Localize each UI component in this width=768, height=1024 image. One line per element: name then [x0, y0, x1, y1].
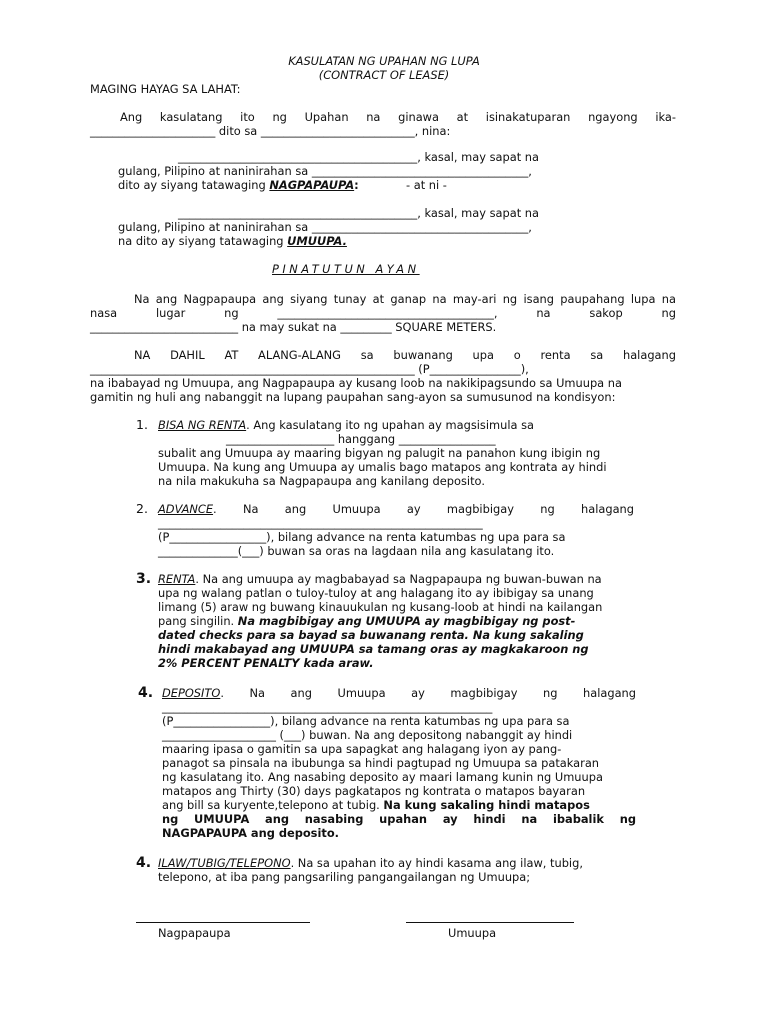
para2-line-3: na ibabayad ng Umuupa, ang Nagpapaupa ay kusang loob na nakikipagsundo sa Umuupa na [90, 376, 622, 390]
party2-status: , kasal, may sapat na [417, 206, 539, 220]
item4-line-8: matapos ang Thirty (30) days pagkatapos ng kontrata o matapos bayaran [162, 784, 586, 798]
party2-role-prefix: na dito ay siyang tatawaging [118, 234, 288, 248]
item5-label: ILAW/TUBIG/TELEPONO [158, 856, 291, 870]
item2-number: 2. [136, 501, 148, 516]
party1-name-line [178, 150, 539, 164]
item4-bold-1: Na kung sakaling hindi matapos [383, 798, 590, 812]
item3-number: 3. [136, 571, 152, 587]
at-ni-separator: - at ni - [406, 178, 447, 192]
item4-line-6: panagot sa pinsala na ibubunga sa hindi pagtupad ng Umuupa sa patakaran [162, 756, 600, 770]
item3-text-end: pang singilin. [158, 614, 238, 628]
signature-line-left [136, 922, 310, 923]
item4-line-9 [162, 798, 590, 812]
item4-label: DEPOSITO [162, 686, 221, 700]
party2-name-blank: __________________________________________ [178, 206, 418, 220]
item5-line-1 [158, 856, 583, 870]
para1-line-2: nasa lugar ng ______________________________________, na sakop ng [90, 306, 676, 320]
item3-line-1 [158, 572, 602, 586]
item3-bold-1: Na magbibigay ang UMUUPA ay magbibigay ng post- [237, 614, 576, 628]
item4-line-3: (P_________________), bilang advance na renta katumbas ng upa para sa [162, 714, 570, 728]
para2-line-4: gamitin ng huli ang nabanggit na lupang paupahan sang-ayon sa sumusunod na kondisyon: [90, 390, 616, 404]
signature-label-umuupa: Umuupa [448, 926, 497, 940]
item4-line-2: __________________________________________________________ [162, 700, 493, 714]
item1-line-1 [158, 418, 534, 432]
para1-line-1: Na ang Nagpapaupa ang siyang tunay at ganap na may-ari ng isang paupahang lupa na [134, 292, 676, 306]
item4-number: 4. [138, 685, 154, 701]
item4-bold-3: NAGPAPAUPA ang deposito. [162, 826, 339, 840]
party1-name-blank: __________________________________________ [178, 150, 418, 164]
party1-role-prefix: dito ay siyang tatawaging [118, 178, 270, 192]
party1-role-line [118, 178, 359, 192]
item2-label: ADVANCE [158, 502, 214, 516]
item4-text-end: ang bill sa kuryente,telepono at tubig. [162, 798, 384, 812]
item2-line-2: _________________________________________________________ [158, 516, 483, 530]
para2-line-1: NA DAHIL AT ALANG-ALANG sa buwanang upa o renta sa halagang [134, 348, 676, 362]
item1-line-2: ___________________ hanggang _________________ [226, 432, 496, 446]
item3-line-3: limang (5) araw ng buwang kinauukulan ng kusang-loob at hindi na kailangan [158, 600, 603, 614]
item4-line-7: ng kasulatang ito. Ang nasabing deposito ay maari lamang kunin ng Umuupa [162, 770, 603, 784]
item2-line-3: (P_________________), bilang advance na renta katumbas ng upa para sa [158, 530, 566, 544]
item3-label: RENTA [158, 572, 196, 586]
item1-line-3: subalit ang Umuupa ay maaring bigyan ng palugit na panahon kung ibigin ng [158, 446, 601, 460]
party1-status: , kasal, may sapat na [417, 150, 539, 164]
item4-bold-2: ng UMUUPA ang nasabing upahan ay hindi na ibabalik ng [162, 812, 636, 826]
document-subtitle: (CONTRACT OF LEASE) [318, 68, 450, 82]
item4-line-1 [162, 686, 636, 700]
section-heading: PINATUTUN AYAN [272, 262, 420, 276]
item3-bold-4: 2% PERCENT PENALTY kada araw. [158, 656, 374, 670]
item5-text: . Na sa upahan ito ay hindi kasama ang ilaw, tubig, [290, 856, 583, 870]
item2-line-1 [158, 502, 634, 516]
item3-line-2: upa ng walang patlan o tuloy-tuloy at ang halagang ito ay ibibigay sa unang [158, 586, 594, 600]
party2-address-line: gulang, Pilipino at naninirahan sa ______________________________________, [118, 220, 532, 234]
item5-line-2: telepono, at iba pang pangsariling pangangailangan ng Umuupa; [158, 870, 531, 884]
signature-label-nagpapaupa: Nagpapaupa [158, 926, 231, 940]
item3-text: . Na ang umuupa ay magbabayad sa Nagpapaupa ng buwan-buwan na [195, 572, 602, 586]
item3-line-4 [158, 614, 575, 628]
para2-line-2: _________________________________________________________ (P________________), [90, 362, 529, 376]
item1-number: 1. [136, 417, 148, 432]
item3-bold-3: hindi makabayad ang UMUUPA sa tamang oras ay magkakaroon ng [158, 642, 589, 656]
party1-role-colon: : [354, 178, 359, 192]
item4-text: . Na ang Umuupa ay magbibigay ng halagang [220, 686, 636, 700]
intro-line-1: Ang kasulatang ito ng Upahan na ginawa at isinakatuparan ngayong ika- [120, 110, 676, 124]
item4-line-4: ____________________ (___) buwan. Na ang depositong nabanggit ay hindi [162, 728, 573, 742]
party1-address-line: gulang, Pilipino at naninirahan sa ______________________________________, [118, 164, 532, 178]
item2-text: . Na ang Umuupa ay magbibigay ng halagang [213, 502, 634, 516]
document-title: KASULATAN NG UPAHAN NG LUPA [288, 54, 480, 68]
party2-role: UMUUPA. [287, 234, 347, 248]
item5-number: 4. [136, 855, 152, 871]
party2-name-line [178, 206, 539, 220]
item1-label: BISA NG RENTA [158, 418, 247, 432]
party2-role-line [118, 234, 347, 248]
para1-line-3: __________________________ na may sukat na _________ SQUARE METERS. [90, 320, 497, 334]
item2-line-4: ______________(___) buwan sa oras na lagdaan nila ang kasulatang ito. [158, 544, 555, 558]
item1-text: . Ang kasulatang ito ng upahan ay magsisimula sa [246, 418, 535, 432]
intro-line-2: ______________________ dito sa ___________________________, nina: [90, 124, 451, 138]
maging-hayag: MAGING HAYAG SA LAHAT: [90, 82, 241, 96]
item1-line-4: Umuupa. Na kung ang Umuupa ay umalis bago matapos ang kontrata ay hindi [158, 460, 607, 474]
item3-bold-2: dated checks para sa bayad sa buwanang renta. Na kung sakaling [158, 628, 584, 642]
item1-line-5: na nila makukuha sa Nagpapaupa ang kanilang deposito. [158, 474, 485, 488]
signature-line-right [406, 922, 574, 923]
item4-line-5: maaring ipasa o gamitin sa upa sapagkat ang halagang iyon ay pang- [162, 742, 562, 756]
party1-role: NAGPAPAUPA [269, 178, 355, 192]
